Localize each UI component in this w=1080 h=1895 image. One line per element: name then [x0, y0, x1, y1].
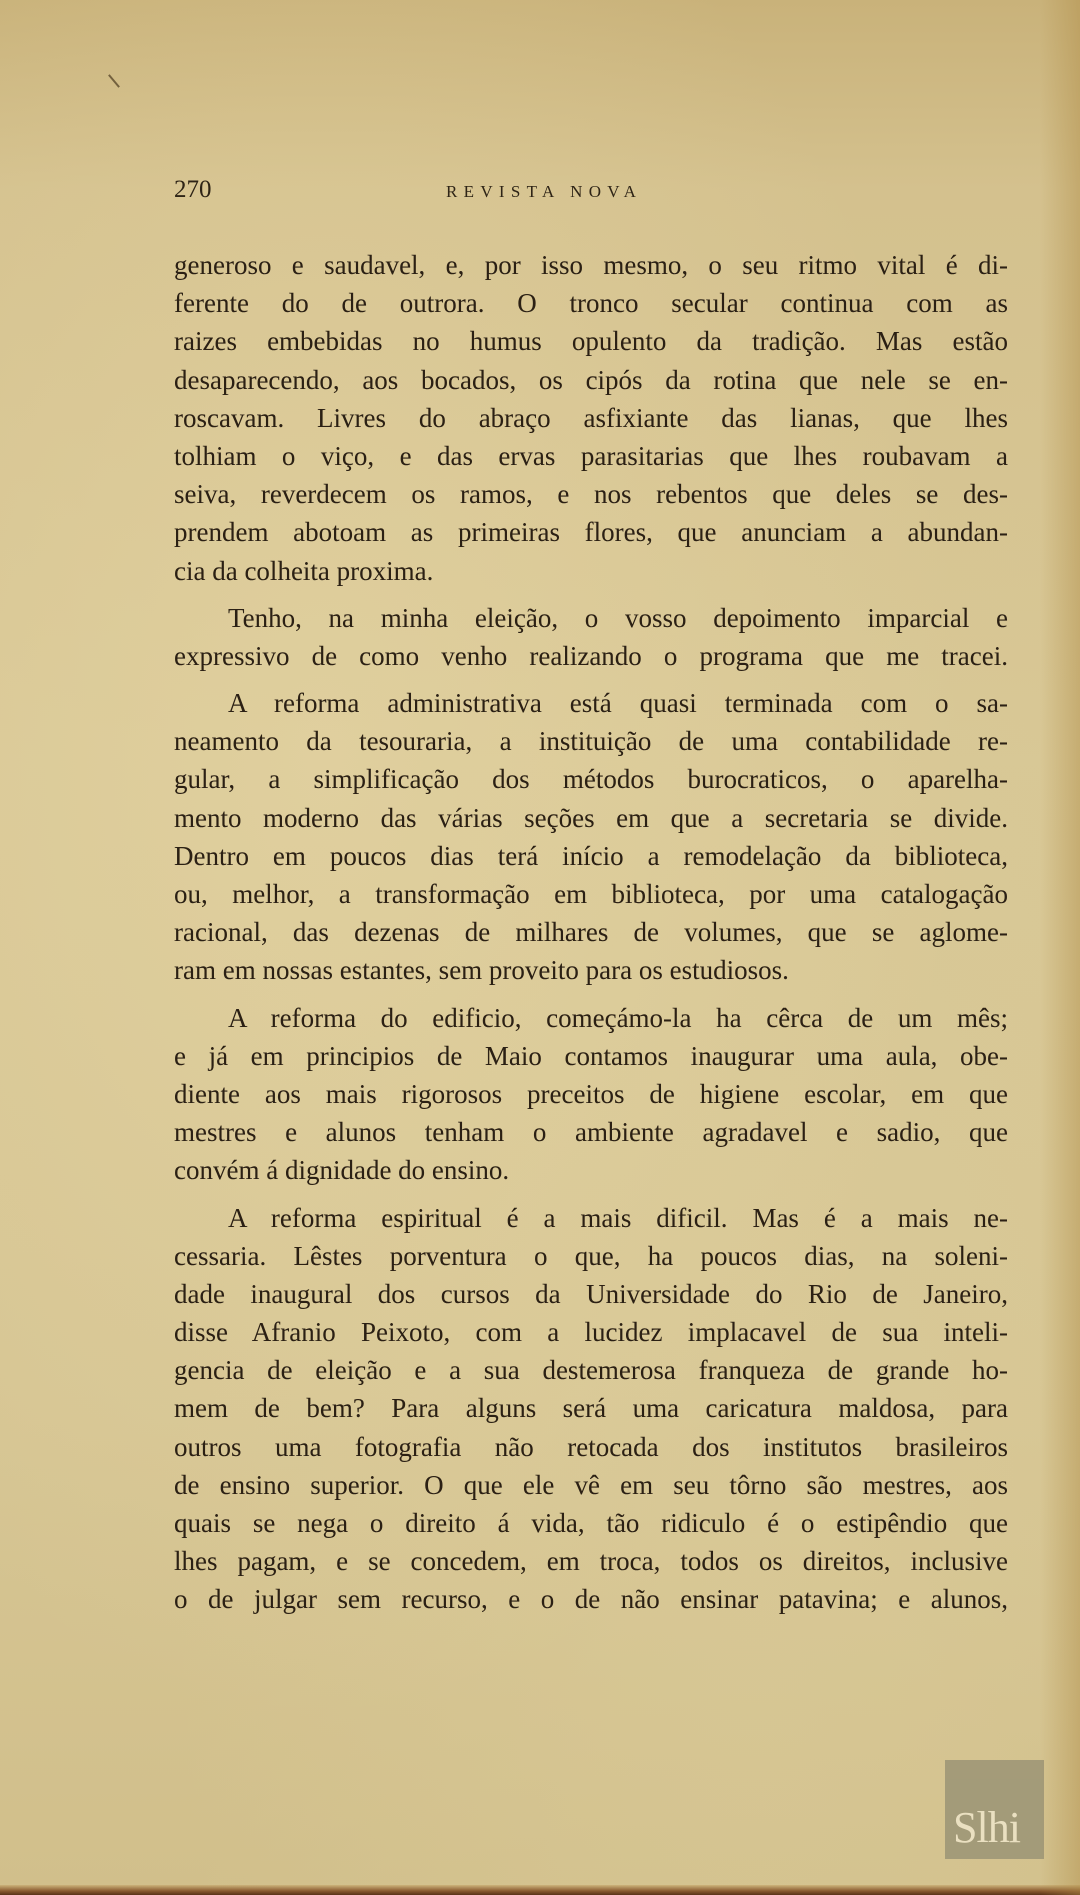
text-line: diente aos mais rigorosos preceitos de higiene escolar, em que	[174, 1078, 1008, 1109]
text-line: A reforma do edificio, começámo-la ha cêrca de um mês;	[228, 1002, 1008, 1033]
text-line: de ensino superior. O que ele vê em seu tôrno são mestres, aos	[174, 1469, 1008, 1500]
text-line: racional, das dezenas de milhares de volumes, que se aglome-	[174, 917, 1008, 948]
text-line: A reforma espiritual é a mais dificil. Mas é a mais ne-	[228, 1202, 1008, 1233]
text-line: cessaria. Lêstes porventura o que, ha poucos dias, na soleni-	[174, 1240, 1008, 1271]
text-line: ferente do de outrora. O tronco secular continua com as	[174, 288, 1008, 319]
library-watermark-logo	[945, 1760, 1044, 1859]
text-line: e já em principios de Maio contamos inaugurar uma aula, obe-	[174, 1040, 1008, 1071]
paragraph	[174, 999, 1008, 1190]
text-line: desaparecendo, aos bocados, os cipós da rotina que nele se en-	[174, 364, 1008, 395]
text-line: ram em nossas estantes, sem proveito para os estudiosos.	[174, 955, 789, 986]
text-line: A reforma administrativa está quasi terminada com o sa-	[228, 688, 1008, 719]
text-line: gular, a simplificação dos métodos burocraticos, o aparelha-	[174, 764, 1008, 795]
text-line: Dentro em poucos dias terá início a remodelação da biblioteca,	[174, 840, 1008, 871]
text-line: disse Afranio Peixoto, com a lucidez implacavel de sua inteli-	[174, 1317, 1008, 1348]
text-line: expressivo de como venho realizando o programa que me tracei.	[174, 640, 1008, 671]
text-line: generoso e saudavel, e, por isso mesmo, o seu ritmo vital é di-	[174, 250, 1008, 280]
paragraph	[174, 1199, 1008, 1619]
text-line: roscavam. Livres do abraço asfixiante das lianas, que lhes	[174, 402, 1008, 433]
text-line: gencia de eleição e a sua destemerosa franqueza de grande ho-	[174, 1355, 1008, 1386]
text-line: lhes pagam, e se concedem, em troca, todos os direitos, inclusive	[174, 1546, 1008, 1577]
text-line: tolhiam o viço, e das ervas parasitarias que lhes roubavam a	[174, 440, 1008, 471]
paragraph	[174, 599, 1008, 675]
text-line: mestres e alunos tenham o ambiente agradavel e sadio, que	[174, 1117, 1008, 1148]
text-line: quais se nega o direito á vida, tão ridiculo é o estipêndio que	[174, 1508, 1008, 1538]
text-line: neamento da tesouraria, a instituição de uma contabilidade re-	[174, 726, 1008, 757]
body-text	[174, 246, 1008, 1619]
text-line: seiva, reverdecem os ramos, e nos rebentos que deles se des-	[174, 479, 1008, 510]
running-head	[174, 176, 734, 210]
text-line: cia da colheita proxima.	[174, 555, 434, 586]
paragraph	[174, 684, 1008, 990]
text-line: ou, melhor, a transformação em biblioteca, por uma catalogação	[174, 879, 1008, 909]
text-line: convém á dignidade do ensino.	[174, 1155, 510, 1186]
text-line: dade inaugural dos cursos da Universidade do Rio de Janeiro,	[174, 1278, 1008, 1309]
text-line: outros uma fotografia não retocada dos institutos brasileiros	[174, 1431, 1008, 1462]
text-line: mento moderno das várias seções em que a secretaria se divide.	[174, 802, 1008, 833]
watermark-text: Slhi	[953, 1803, 1020, 1852]
paragraph	[174, 246, 1008, 590]
text-line: raizes embebidas no humus opulento da tradição. Mas estão	[174, 326, 1008, 357]
text-line: o de julgar sem recurso, e o de não ensinar patavina; e alunos,	[174, 1584, 1008, 1615]
ink-speck	[108, 74, 120, 88]
text-line: mem de bem? Para alguns será uma caricatura maldosa, para	[174, 1393, 1008, 1424]
text-line: prendem abotoam as primeiras flores, que anunciam a abundan-	[174, 517, 1008, 548]
journal-title: REVISTA NOVA	[446, 182, 643, 201]
page-bottom-edge	[0, 1885, 1080, 1895]
text-line: Tenho, na minha eleição, o vosso depoimento imparcial e	[228, 602, 1008, 633]
page-number: 270	[174, 176, 212, 203]
